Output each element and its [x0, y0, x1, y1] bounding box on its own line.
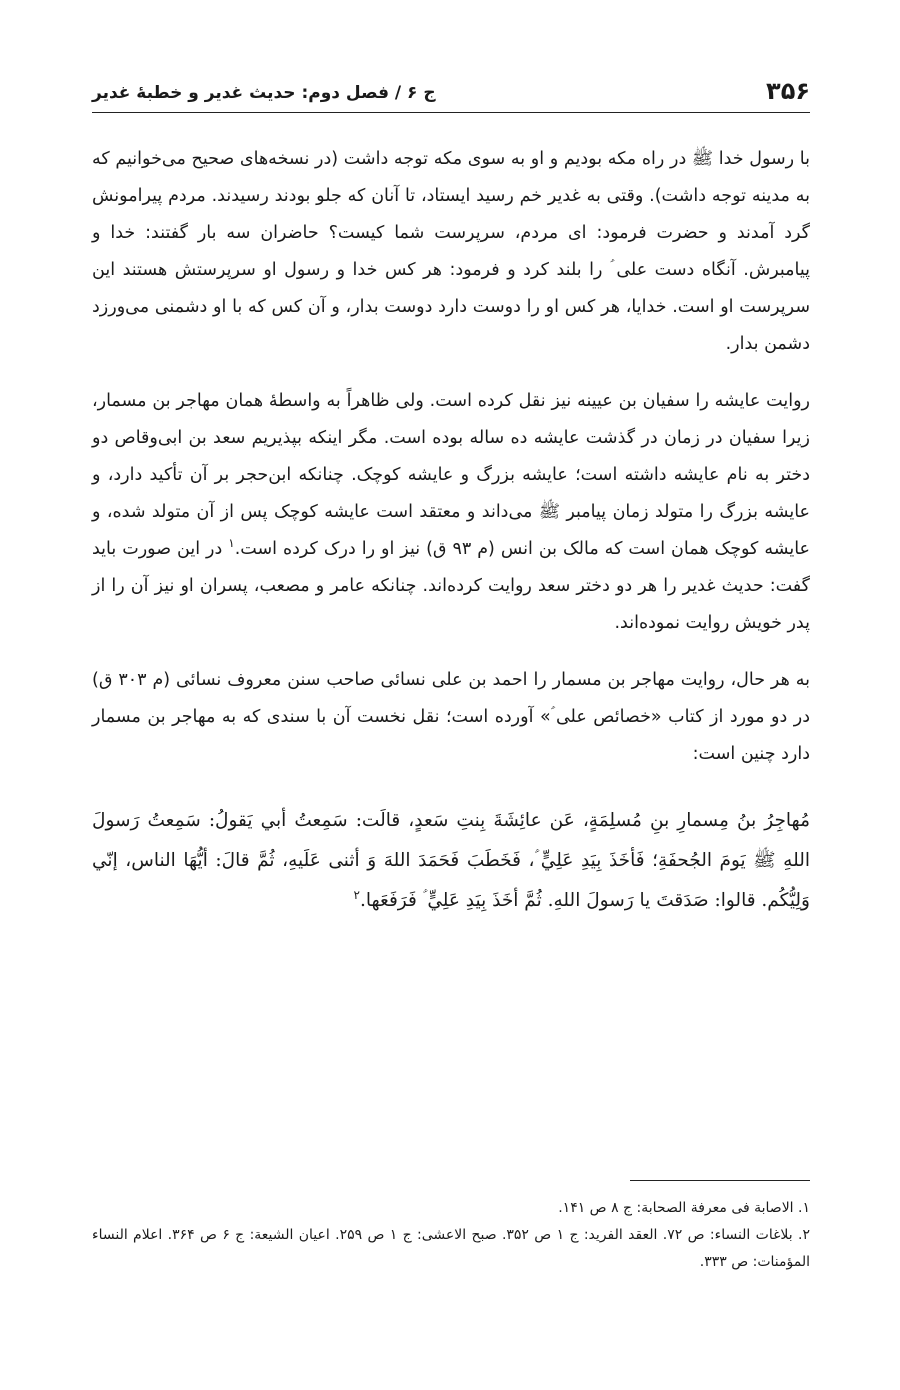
footnote-ref-2[interactable]: ۲ — [353, 887, 360, 902]
footnotes — [92, 1180, 810, 1276]
paragraph-2-part-a: روایت عایشه را سفیان بن عیینه نیز نقل کرده است. ولی ظاهراً به واسطۀ همان مهاجر بن مسمار، زیرا سفیان در زمان در گذشت عایشه ده ساله بوده است. مگر اینکه بپذیریم سعد بن ابی‌وقاص دو دختر به نام عایشه داشته است؛ عایشه بزرگ و عایشه کوچک. چنانکه ابن‌حجر بر آن تأکید دارد، و عایشه بزرگ را متولد زمان پیامبر ﷺ می‌داند و معتقد است عایشه کوچک پس از آن متولد شده، و عایشه کوچک همان است که مالک بن انس (م ۹۳ ق) نیز او را درک کرده است. — [92, 391, 810, 559]
footnote-2: ۲. بلاغات النساء: ص ۷۲. العقد الفرید: ج ۱ ص ۳۵۲. صبح الاعشی: ج ۱ ص ۲۵۹. اعیان الشیعة: ج ۶ ص ۳۶۴. اعلام النساء المؤمنات: ص ۳۳۳. — [92, 1227, 811, 1270]
paragraph-3: به هر حال، روایت مهاجر بن مسمار را احمد بن علی نسائی صاحب سنن معروف نسائی (م ۳۰۳ ق) در دو مورد از کتاب «خصائص علی ؑ» آورده است؛ نقل نخست آن با سندی که به مهاجر بن مسمار دارد چنین است: — [92, 670, 810, 764]
footnote-rule — [630, 1180, 810, 1181]
running-head: ج ۶ / فصل دوم: حدیث غدیر و خطبۀ غدیر — [92, 83, 436, 103]
body-text — [92, 141, 810, 921]
arabic-quote — [92, 801, 810, 921]
paragraph-1: با رسول خدا ﷺ در راه مکه بودیم و او به سوی مکه توجه داشت (در نسخه‌های صحیح می‌خوانیم که به مدینه توجه داشت). وقتی به غدیر خم رسید ایستاد، تا آنان که جلو بودند رسیدند. مردم پیرامونش گرد آمدند و حضرت فرمود: ای مردم، سرپرست شما کیست؟ حاضران سه بار گفتند: خدا و پیامبرش. آنگاه دست علی ؑ را بلند کرد و فرمود: هر کس خدا و رسول او سرپرستش هستند این سرپرست او است. خدایا، هر کس او را دوست دارد دوست بدار، و آن کس که با او دشمنی می‌ورزد دشمن بدار. — [92, 149, 810, 354]
footnote-ref-1[interactable]: ۱ — [228, 536, 235, 551]
page-header — [92, 62, 810, 113]
page-number: ۳۵۶ — [766, 77, 810, 105]
footnote-1: ۱. الاصابة فی معرفة الصحابة: ج ۸ ص ۱۴۱. — [558, 1200, 810, 1216]
paragraph-2-part-b: در این صورت باید گفت: حدیث غدیر را هر دو دختر سعد روایت کرده‌اند. چنانکه عامر و مصعب، پسران او نیز آن را از پدر خویش روایت نموده‌اند. — [92, 539, 810, 633]
arabic-quote-text: مُهاجِرُ بنُ مِسمارِ بنِ مُسلِمَةٍ، عَن عائِشَةَ بِنتِ سَعدٍ، قالَت: سَمِعتُ أبي يَقولُ: سَمِعتُ رَسولَ اللهِ ﷺ يَومَ الجُحفَةِ؛ فَأخَذَ بِيَدِ عَلِيٍّ ؑ، فَخَطَبَ فَحَمَدَ اللهَ وَ أثنى عَلَيهِ، ثُمَّ قالَ: أيُّهَا الناس، إنّي وَلِيُّكُم. قالوا: صَدَقتَ يا رَسولَ اللهِ. ثُمَّ أخَذَ بِيَدِ عَلِيٍّ ؑ فَرَفَعَها. — [92, 810, 810, 911]
paragraph-2 — [92, 383, 810, 642]
page — [92, 62, 810, 941]
